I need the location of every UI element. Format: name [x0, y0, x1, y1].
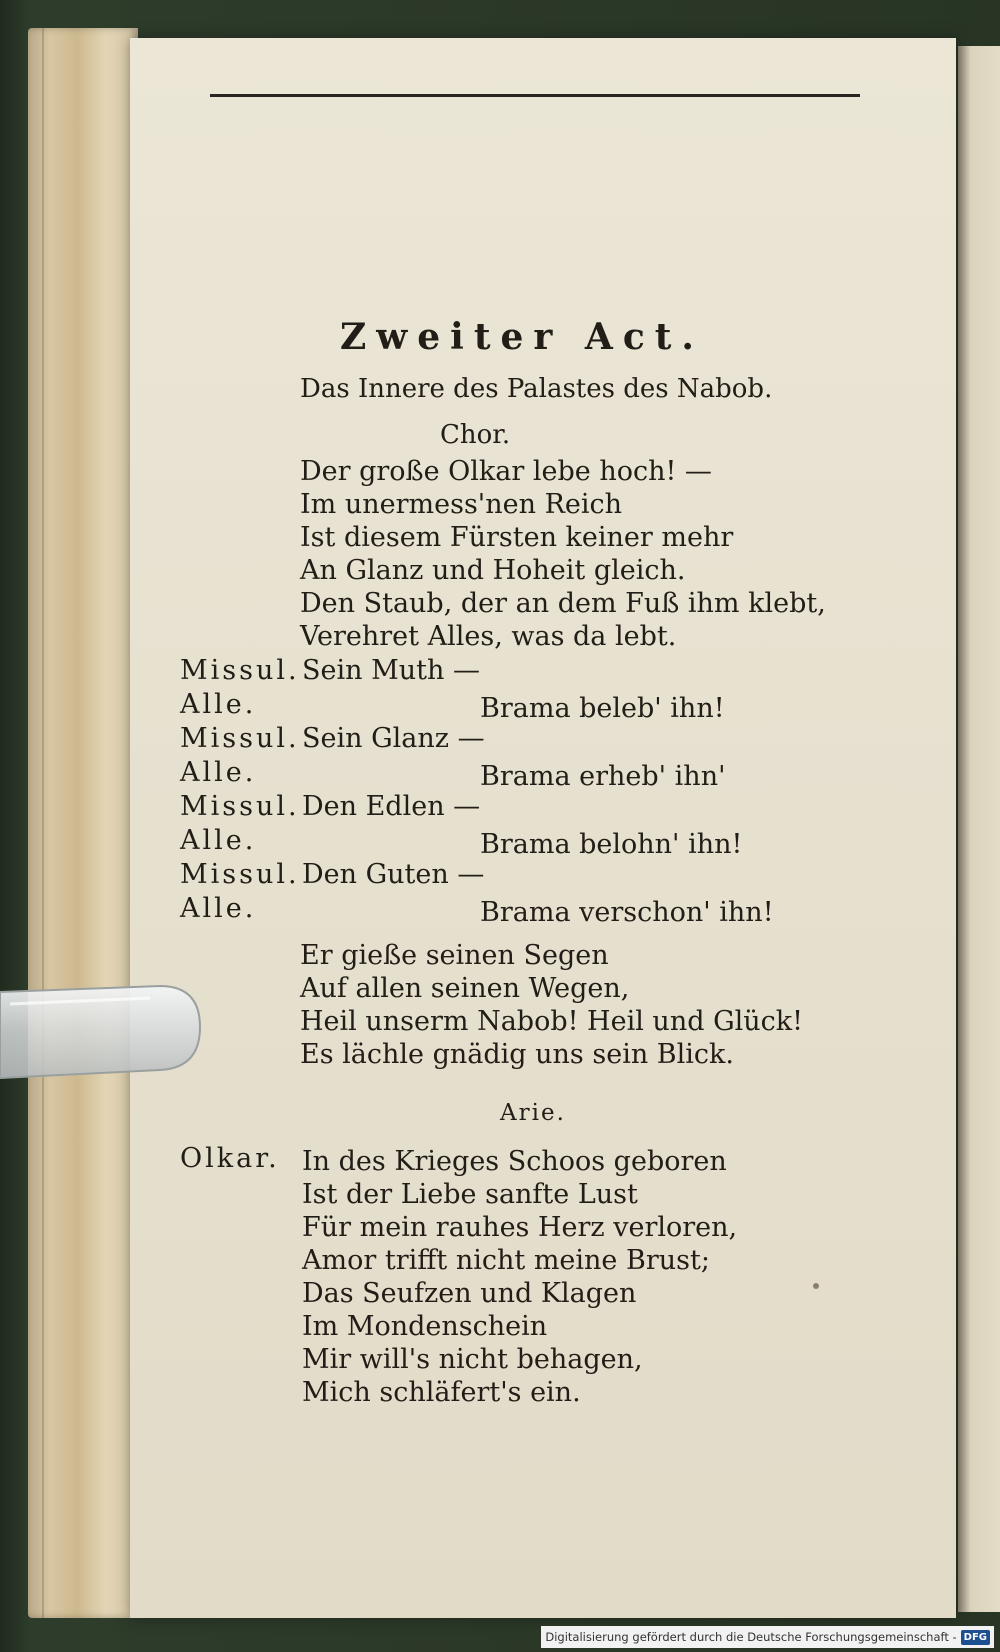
header-rule — [210, 94, 860, 97]
dialogue-row — [180, 689, 840, 723]
scene-description: Das Innere des Palastes des Nabob. — [300, 374, 773, 404]
dialogue-row — [180, 723, 840, 757]
speech-text: Den Edlen — — [302, 791, 481, 822]
speaker-name: Missul. — [180, 859, 300, 890]
verse-line: Verehret Alles, was da lebt. — [300, 621, 677, 652]
digitization-footer — [541, 1626, 994, 1648]
facing-page-edge — [958, 46, 1000, 1612]
verse-line: Mir will's nicht behagen, — [302, 1344, 643, 1375]
funding-notice: Digitalisierung gefördert durch die Deutsche Forschungsgemeinschaft - — [545, 1630, 957, 1644]
arie-verse — [302, 1146, 737, 1410]
verse-line: An Glanz und Hoheit gleich. — [300, 555, 686, 586]
response-text: Brama belohn' ihn! — [480, 829, 743, 860]
verse-line: Im Mondenschein — [302, 1311, 548, 1342]
speaker-name: Missul. — [180, 655, 300, 686]
verse-line: Im unermess'nen Reich — [300, 489, 623, 520]
paper-speck — [813, 1283, 819, 1289]
speaker-name: Alle. — [180, 757, 257, 788]
speech-text: Den Guten — — [302, 859, 485, 890]
page-stack-edge — [28, 28, 138, 1618]
speaker-name: Alle. — [180, 689, 257, 720]
speaker-name: Alle. — [180, 893, 257, 924]
verse-line: Der große Olkar lebe hoch! — — [300, 456, 712, 487]
response-text: Brama erheb' ihn' — [480, 761, 726, 792]
speaker-name: Missul. — [180, 723, 300, 754]
dialogue-block — [180, 655, 840, 927]
speaker-name: Olkar. — [180, 1143, 280, 1174]
verse-line: Amor trifft nicht meine Brust; — [302, 1245, 710, 1276]
verse-line: Ist diesem Fürsten keiner mehr — [300, 522, 734, 553]
arie-label: Arie. — [500, 1100, 566, 1126]
chor-label: Chor. — [440, 420, 511, 450]
chor-verse — [300, 456, 826, 654]
dfg-logo: DFG — [961, 1630, 990, 1645]
response-text: Brama beleb' ihn! — [480, 693, 725, 724]
speech-text: Sein Muth — — [302, 655, 480, 686]
dialogue-row — [180, 859, 840, 893]
dialogue-row — [180, 655, 840, 689]
act-heading: Zweiter Act. — [340, 316, 704, 358]
speaker-name: Missul. — [180, 791, 300, 822]
verse-line: In des Krieges Schoos geboren — [302, 1146, 727, 1177]
speaker-name: Alle. — [180, 825, 257, 856]
verse-line: Für mein rauhes Herz verloren, — [302, 1212, 738, 1243]
verse-line: Mich schläfert's ein. — [302, 1377, 581, 1408]
dialogue-row — [180, 757, 840, 791]
verse-line: Auf allen seinen Wegen, — [300, 973, 630, 1004]
verse-line: Es lächle gnädig uns sein Blick. — [300, 1039, 734, 1070]
verse-line: Er gieße seinen Segen — [300, 940, 609, 971]
verse-line: Den Staub, der an dem Fuß ihm klebt, — [300, 588, 826, 619]
verse-line: Ist der Liebe sanfte Lust — [302, 1179, 638, 1210]
response-text: Brama verschon' ihn! — [480, 897, 774, 928]
verse-line: Das Seufzen und Klagen — [302, 1278, 637, 1309]
verse-line: Heil unserm Nabob! Heil und Glück! — [300, 1006, 804, 1037]
dialogue-row — [180, 893, 840, 927]
dialogue-row — [180, 825, 840, 859]
blessing-verse — [300, 940, 803, 1072]
dialogue-row — [180, 791, 840, 825]
speech-text: Sein Glanz — — [302, 723, 485, 754]
